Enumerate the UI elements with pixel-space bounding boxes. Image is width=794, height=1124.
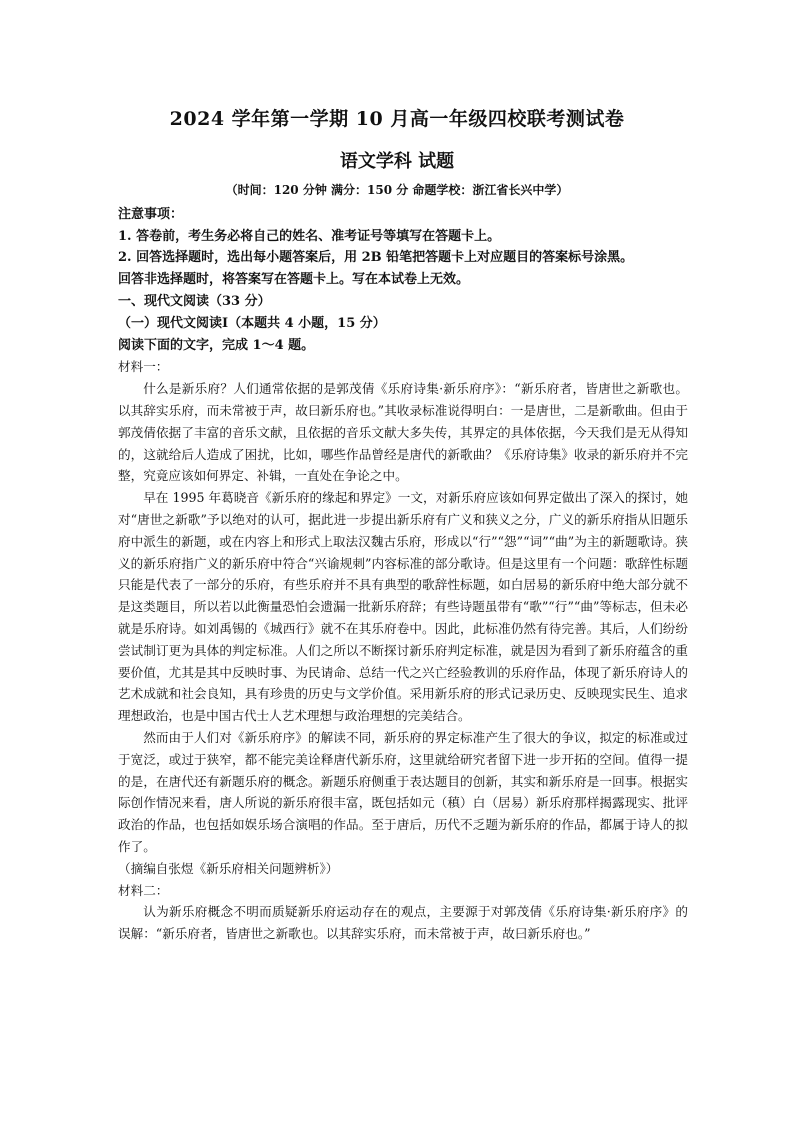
material-1-source: （摘编自张煜《新乐府相关问题辨析》） [118, 860, 339, 876]
material-2-paragraph-1: 认为新乐府概念不明而质疑新乐府运动存在的观点，主要源于对郭茂倩《乐府诗集·新乐府序》的误解：“新乐府者，皆唐世之新歌也。以其辞实乐府，而未常被于声，故曰新乐府也。” [118, 904, 688, 942]
sub-section-heading: （一）现代文阅读Ⅰ（本题共 4 小题，15 分） [118, 315, 386, 331]
instruction: 阅读下面的文字，完成 1～4 题。 [118, 337, 315, 353]
material-1-paragraph-2: 早在 1995 年葛晓音《新乐府的缘起和界定》一文，对新乐府应该如何界定做出了深入的探讨，她对“唐世之新歌”予以绝对的认可，据此进一步提出新乐府有广义和狭义之分，广义的新乐府指从旧题乐府中派生的新题，或在内容上和形式上取法汉魏古乐府，形成以“行”“怨”“词”“曲”为主的新题歌诗。狭义的新乐府指广义的新乐府中符合“兴谕规刺”内容标准的部分歌诗。但是这里有一个问题：歌辞性标题只能是代表了一部分的乐府，有些乐府并不具有典型的歌辞性标题，如白居易的新乐府中绝大部分就不是这类题目，所以若以此衡量恐怕会遗漏一批新乐府辞；有些诗题虽带有“歌”“行”“曲”等标志，但未必就是乐府诗。如刘禹锡的《城西行》就不在其乐府卷中。因此，此标准仍然有待完善。其后，人们纷纷尝试制订更为具体的判定标准。人们之所以不断探讨新乐府判定标准，就是因为看到了新乐府蕴含的重要价值，尤其是其中反映时事、为民请命、总结一代之兴亡经验教训的乐府作品，体现了新乐府诗人的艺术成就和社会良知，具有珍贵的历史与文学价值。采用新乐府的形式记录历史、反映现实民生、追求理想政治，也是中国古代士人艺术理想与政治理想的完美结合。 [118, 490, 688, 724]
notes-item-2-continued: 回答非选择题时，将答案写在答题卡上。写在本试卷上无效。 [118, 271, 470, 287]
material-2-label: 材料二： [118, 882, 169, 898]
notes-item-2: 2. 回答选择题时，选出每小题答案后，用 2B 铅笔把答题卡上对应题目的答案标号涂黑。 [118, 250, 634, 265]
reading-section [118, 291, 688, 945]
exam-subtitle: 语文学科 试题 [339, 151, 455, 172]
notes-section [118, 204, 688, 290]
material-1-paragraph-1: 什么是新乐府？人们通常依据的是郭茂倩《乐府诗集·新乐府序》：“新乐府者，皆唐世之新歌也。以其辞实乐府，而未常被于声，故曰新乐府也。”其收录标准说得明白：一是唐世，二是新歌曲。但由于郭茂倩依据了丰富的音乐文献，且依据的音乐文献大多失传，其界定的具体依据，今天我们是无从得知的，这就给后人造成了困扰，比如，哪些作品曾经是唐代的新歌曲？《乐府诗集》收录的新乐府并不完整，究竟应该如何界定、补辑，一直处在争论之中。 [118, 381, 688, 484]
material-1-paragraph-3: 然而由于人们对《新乐府序》的解读不同，新乐府的界定标准产生了很大的争议，拟定的标准或过于宽泛，或过于狭窄，都不能完美诠释唐代新乐府，这里就给研究者留下进一步开拓的空间。值得一提的是，在唐代还有新题乐府的概念。新题乐府侧重于表达题目的创新，其实和新乐府是一回事。根据实际创作情况来看，唐人所说的新乐府很丰富，既包括如元（稹）白（居易）新乐府那样揭露现实、批评政治的作品，也包括如娱乐场合演唱的作品。至于唐后，历代不乏题为新乐府的作品，都属于诗人的拟作了。 [118, 729, 688, 854]
exam-title: 2024 学年第一学期 10 月高一年级四校联考测试卷 [169, 108, 625, 130]
notes-heading: 注意事项： [118, 207, 184, 222]
exam-meta: （时间：120 分钟 满分：150 分 命题学校：浙江省长兴中学） [225, 183, 569, 197]
notes-item-1: 1. 答卷前，考生务必将自己的姓名、准考证号等填写在答题卡上。 [118, 228, 501, 244]
material-1-label: 材料一： [118, 359, 169, 375]
section-heading: 一、现代文阅读（33 分） [118, 294, 271, 309]
